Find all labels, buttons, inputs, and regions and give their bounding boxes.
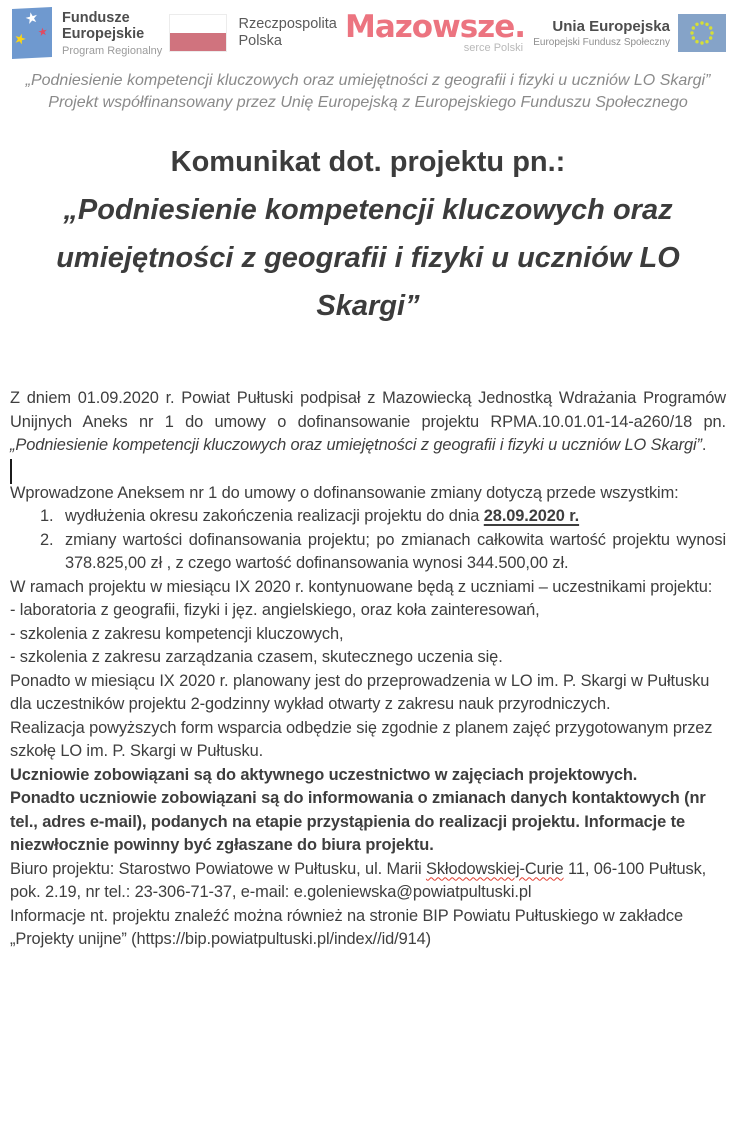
project-subtitle bbox=[0, 70, 736, 113]
list-item bbox=[10, 529, 726, 576]
document-body[interactable] bbox=[0, 387, 736, 952]
deadline-date: 28.09.2020 r. bbox=[483, 507, 580, 525]
list-item-text: zmiany wartości dofinansowania projektu; po zmianach całkowita wartość projektu wynosi 378.825,00 zł , z czego wartość dofinansowania wynosi 344.500,00 zł. bbox=[65, 530, 726, 572]
paragraph-aneks bbox=[10, 387, 726, 458]
list-number: 2. bbox=[40, 530, 54, 549]
empty-line bbox=[10, 458, 726, 482]
logo-text-line: Unia Europejska bbox=[552, 17, 670, 35]
dash-item-laboratoria: - laboratoria z geografii, fizyki i jęz. angielskiego, oraz koła zainteresowań, bbox=[10, 601, 540, 619]
list-item-text: wydłużenia okresu zakończenia realizacji projektu do dnia bbox=[65, 507, 484, 525]
logo-unia-europejska bbox=[533, 14, 726, 52]
poland-flag-white-stripe bbox=[170, 15, 226, 33]
paragraph-text: 11, 06-100 Pułtusk, pok. 2.19, nr tel.: 23-306-71-37, e-mail: e.goleniewska@powiatpultuski.pl bbox=[10, 859, 707, 901]
paragraph-text: Ponadto uczniowie zobowiązani są do informowania o zmianach danych kontaktowych (nr tel., adres e-mail), podanych na etapie przystąpienia do realizacji projektu. Informacje te niezwłocznie powinny być zgłaszane do biura projektu. bbox=[10, 789, 706, 854]
list-item bbox=[10, 505, 726, 529]
paragraph-biuro-projektu bbox=[10, 858, 726, 905]
star-icon: ★ bbox=[11, 29, 29, 48]
project-subtitle-line2: Projekt współfinansowany przez Unię Europejską z Europejskiego Funduszu Społecznego bbox=[48, 93, 688, 111]
eu-label bbox=[533, 19, 670, 48]
logo-mazowsze bbox=[344, 9, 526, 54]
spellcheck-flagged-text: Skłodowskiej-Curie bbox=[425, 859, 564, 878]
logo-bar bbox=[0, 0, 736, 61]
logo-text-line: Program Regionalny bbox=[62, 44, 163, 57]
page-title bbox=[18, 138, 718, 330]
fundusze-europejskie-flag-icon bbox=[12, 7, 52, 59]
paragraph-zmiany-intro: Wprowadzone Aneksem nr 1 do umowy o dofinansowanie zmiany dotyczą przede wszystkim: bbox=[10, 483, 679, 502]
project-subtitle-line1: „Podniesienie kompetencji kluczowych oraz umiejętności z geografii i fizyki u uczniów LO Skargi” bbox=[25, 72, 711, 89]
fundusze-europejskie-label bbox=[62, 10, 162, 57]
mazowsze-tagline: serce Polski bbox=[463, 42, 524, 54]
paragraph-text: Biuro projektu: Starostwo Powiatowe w Pułtusku, ul. Marii bbox=[10, 859, 426, 878]
paragraph-text: Z dniem 01.09.2020 r. Powiat Pułtuski podpisał z Mazowiecką Jednostką Wdrażania Programów Unijnych Aneks nr 1 do umowy o dofinansowanie projektu RPMA.10.01.01-14-a260/18 pn. bbox=[10, 389, 726, 431]
star-icon: ★ bbox=[37, 25, 49, 40]
paragraph-text: . bbox=[701, 436, 707, 454]
list-number: 1. bbox=[40, 507, 54, 525]
eu-flag-icon bbox=[678, 14, 726, 52]
poland-flag-red-stripe bbox=[170, 33, 226, 51]
paragraph-wramach: W ramach projektu w miesiącu IX 2020 r. kontynuowane będą z uczniami – uczestnikami projektu: bbox=[10, 577, 713, 596]
dash-item-szkolenia-kompetencje: - szkolenia z zakresu kompetencji kluczowych, bbox=[10, 624, 344, 643]
logo-text-line: Europejskie bbox=[62, 25, 145, 42]
paragraph-realizacja: Realizacja powyższych form wsparcia odbędzie się zgodnie z planem zajęć przygotowanym przez szkołę LO im. P. Skargi w Pułtusku. bbox=[10, 718, 713, 760]
poland-label bbox=[238, 16, 336, 50]
logo-text-line: Europejski Fundusz Społeczny bbox=[533, 36, 670, 48]
paragraph-obowiazki-uczniow bbox=[10, 764, 726, 858]
poland-flag-icon bbox=[170, 15, 226, 51]
project-name-italic: „Podniesienie kompetencji kluczowych oraz umiejętności z geografii i fizyki u uczniów LO Skargi” bbox=[10, 436, 702, 454]
paragraph-text: Uczniowie zobowiązani są do aktywnego uczestnictwo w zajęciach projektowych. bbox=[10, 765, 638, 784]
logo-fundusze-europejskie bbox=[12, 8, 162, 58]
logo-rzeczpospolita-polska bbox=[170, 15, 336, 51]
text-cursor[interactable] bbox=[10, 459, 12, 484]
paragraph-bip-info: Informacje nt. projektu znaleźć można również na stronie BIP Powiatu Pułtuskiego w zakładce „Projekty unijne” (https://bip.powiatpultuski.pl/index//id/914) bbox=[10, 906, 683, 948]
paragraph-ponadto: Ponadto w miesiącu IX 2020 r. planowany jest do przeprowadzenia w LO im. P. Skargi w Pułtusku dla uczestników projektu 2-godzinny wykład otwarty z zakresu nauk przyrodniczych. bbox=[10, 671, 710, 713]
logo-text-line: Polska bbox=[238, 33, 282, 49]
mazowsze-wordmark: Mazowsze. bbox=[344, 9, 526, 45]
dash-item-szkolenia-zarzadzanie: - szkolenia z zakresu zarządzania czasem, skutecznego uczenia się. bbox=[10, 648, 503, 666]
logo-text-line: Rzeczpospolita bbox=[238, 16, 337, 32]
page-title-line2: „Podniesienie kompetencji kluczowych oraz umiejętności z geografii i fizyki u uczniów LO Skargi” bbox=[56, 194, 680, 322]
page-title-line1: Komunikat dot. projektu pn.: bbox=[170, 146, 566, 178]
logo-text-line: Fundusze bbox=[62, 9, 130, 26]
star-icon: ★ bbox=[23, 8, 41, 29]
